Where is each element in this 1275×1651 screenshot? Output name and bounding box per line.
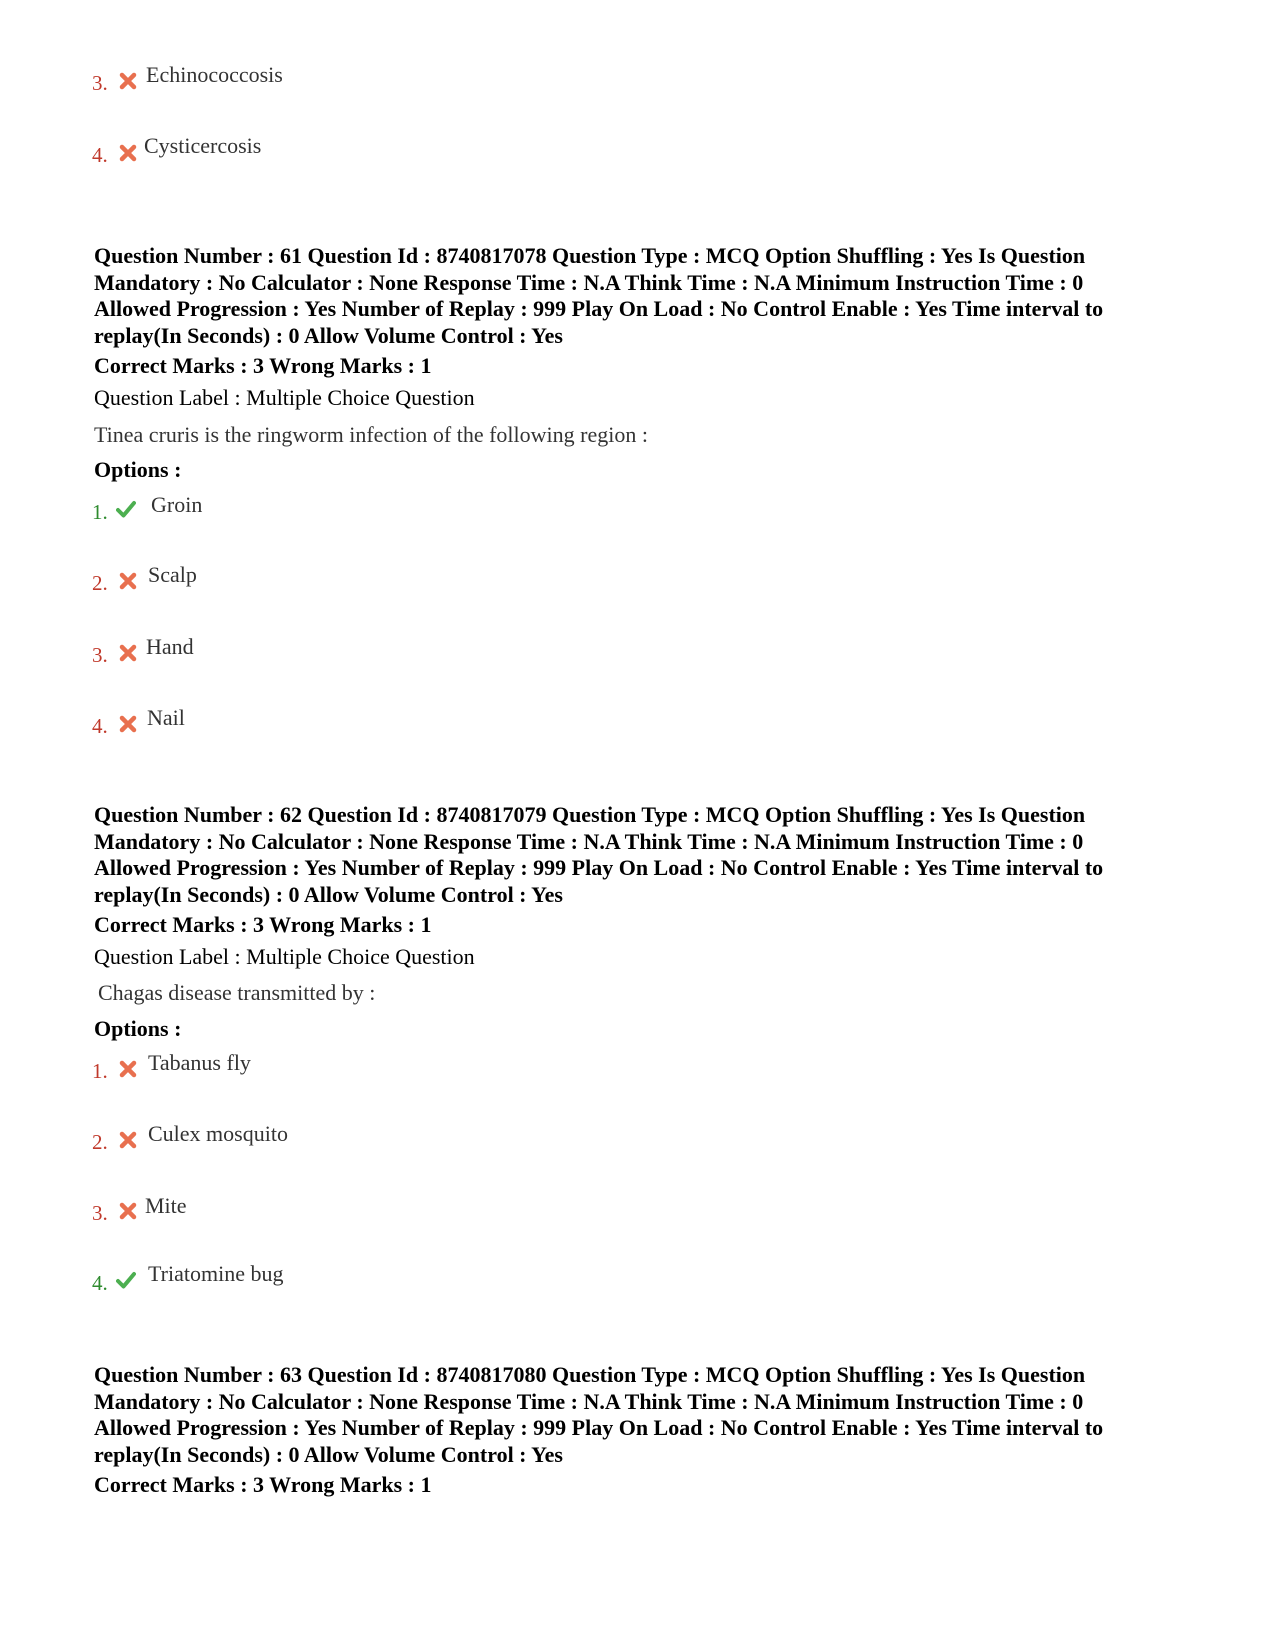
question-marks: Correct Marks : 3 Wrong Marks : 1: [94, 912, 432, 937]
options-heading: Options :: [94, 1016, 182, 1041]
meta-line: Allowed Progression : Yes Number of Replay : 999 Play On Load : No Control Enable : Yes Time interval to: [94, 855, 1104, 880]
option-number: 4.: [92, 143, 108, 167]
meta-line: replay(In Seconds) : 0 Allow Volume Control : Yes: [94, 881, 563, 907]
meta-line: Question Number : 61 Question Id : 8740817078 Question Type : MCQ Option Shuffling : Yes Is Question: [94, 243, 1086, 268]
options-heading: Options :: [94, 457, 182, 482]
cross-mark-icon[interactable]: [118, 643, 138, 663]
meta-line: Question Number : 63 Question Id : 8740817080 Question Type : MCQ Option Shuffling : Yes Is Question: [94, 1362, 1086, 1387]
option-number: 3.: [92, 71, 108, 95]
cross-mark-icon[interactable]: [118, 1130, 138, 1150]
option-number: 2.: [92, 571, 108, 595]
meta-line: replay(In Seconds) : 0 Allow Volume Control : Yes: [94, 1441, 563, 1467]
option-text: Tabanus fly: [148, 1050, 251, 1075]
option-text: Nail: [147, 705, 185, 730]
question-text: Tinea cruris is the ringworm infection of the following region :: [94, 422, 648, 447]
question-meta: [94, 1362, 1194, 1468]
meta-line: Mandatory : No Calculator : None Response Time : N.A Think Time : N.A Minimum Instruction Time : 0: [94, 1388, 1084, 1414]
option-text: Hand: [146, 634, 194, 659]
meta-line: Allowed Progression : Yes Number of Replay : 999 Play On Load : No Control Enable : Yes Time interval to: [94, 296, 1104, 321]
option-number: 2.: [92, 1130, 108, 1154]
option-number: 3.: [92, 1201, 108, 1225]
meta-line: replay(In Seconds) : 0 Allow Volume Control : Yes: [94, 322, 563, 348]
cross-mark-icon[interactable]: [118, 714, 138, 734]
question-marks: Correct Marks : 3 Wrong Marks : 1: [94, 1472, 432, 1497]
question-label: Question Label : Multiple Choice Question: [94, 385, 475, 410]
option-number: 4.: [92, 714, 108, 738]
check-mark-icon[interactable]: [116, 1270, 136, 1290]
question-label: Question Label : Multiple Choice Question: [94, 944, 475, 969]
option-text: Culex mosquito: [148, 1121, 288, 1146]
question-meta: [94, 243, 1194, 349]
cross-mark-icon: [118, 71, 138, 91]
cross-mark-icon[interactable]: [118, 1059, 138, 1079]
option-text: Mite: [145, 1193, 187, 1218]
option-number: 4.: [92, 1271, 108, 1295]
meta-line: Allowed Progression : Yes Number of Replay : 999 Play On Load : No Control Enable : Yes Time interval to: [94, 1415, 1104, 1440]
option-number: 1.: [92, 500, 108, 524]
option-text: Triatomine bug: [148, 1261, 284, 1286]
cross-mark-icon: [118, 143, 138, 163]
option-text: Cysticercosis: [144, 133, 262, 158]
cross-mark-icon[interactable]: [118, 1201, 138, 1221]
question-marks: Correct Marks : 3 Wrong Marks : 1: [94, 353, 432, 378]
question-meta: [94, 802, 1194, 908]
question-text: Chagas disease transmitted by :: [98, 980, 376, 1005]
option-number: 3.: [92, 643, 108, 667]
meta-line: Question Number : 62 Question Id : 8740817079 Question Type : MCQ Option Shuffling : Yes Is Question: [94, 802, 1086, 827]
meta-line: Mandatory : No Calculator : None Response Time : N.A Think Time : N.A Minimum Instruction Time : 0: [94, 269, 1084, 295]
check-mark-icon[interactable]: [116, 499, 136, 519]
meta-line: Mandatory : No Calculator : None Response Time : N.A Think Time : N.A Minimum Instruction Time : 0: [94, 828, 1084, 854]
option-text: Scalp: [148, 562, 197, 587]
option-text: Groin: [151, 492, 203, 517]
option-number: 1.: [92, 1059, 108, 1083]
option-text: Echinococcosis: [146, 62, 283, 87]
cross-mark-icon[interactable]: [118, 571, 138, 591]
